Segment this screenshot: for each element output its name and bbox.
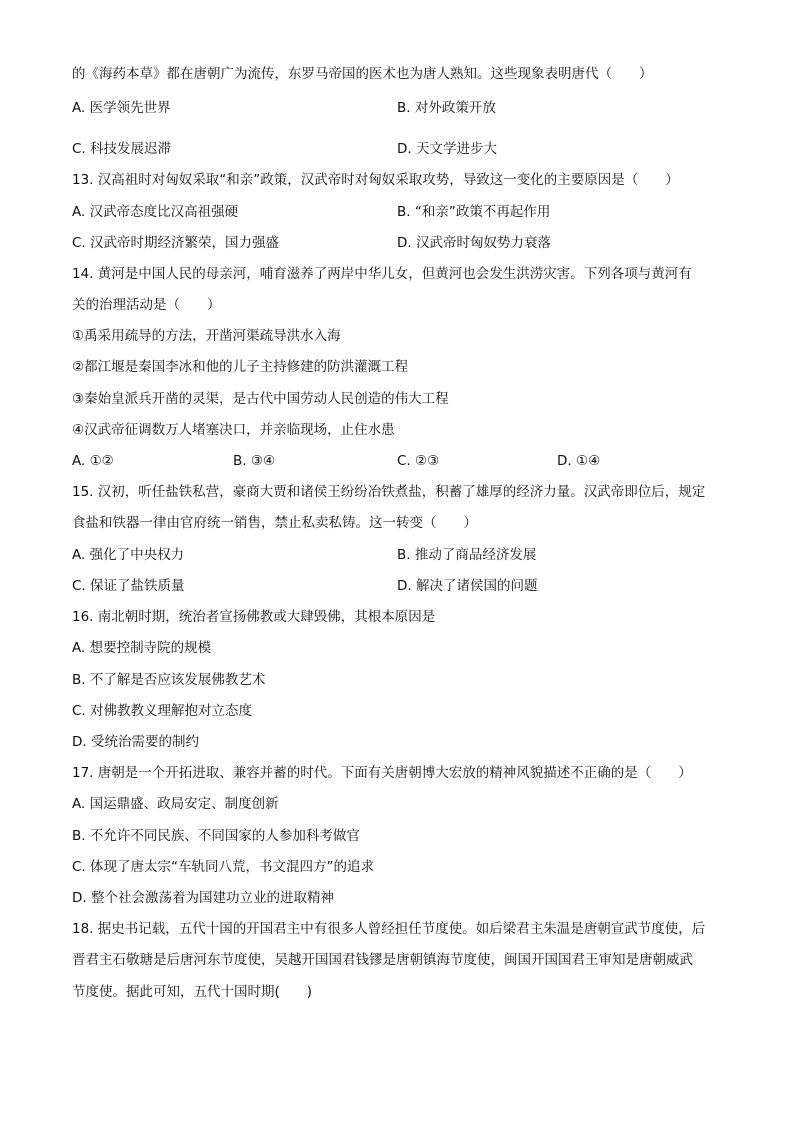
q15-stem-line1: 15. 汉初，听任盐铁私营，豪商大贾和诸侯王纷纷冶铁煮盐，积蓄了雄厚的经济力量。汉武帝即位后，规定 — [72, 484, 706, 500]
q12-option-a[interactable]: A. 医学领先世界 — [72, 100, 171, 116]
q14-item-4: ④汉武帝征调数万人堵塞决口，并亲临现场，止住水患 — [72, 422, 395, 438]
q16-stem: 16. 南北朝时期，统治者宣扬佛教或大肆毁佛，其根本原因是 — [72, 609, 436, 625]
q16-option-a[interactable]: A. 想要控制寺院的规模 — [72, 640, 212, 656]
q12-option-d[interactable]: D. 天文学进步大 — [397, 141, 497, 157]
q13-option-d[interactable]: D. 汉武帝时匈奴势力衰落 — [397, 235, 551, 251]
q14-option-c[interactable]: C. ②③ — [397, 453, 440, 469]
q15-option-d[interactable]: D. 解决了诸侯国的问题 — [397, 578, 538, 594]
q13-option-a[interactable]: A. 汉武帝态度比汉高祖强硬 — [72, 204, 239, 220]
q14-option-a[interactable]: A. ①② — [72, 453, 114, 469]
q17-stem: 17. 唐朝是一个开拓进取、兼容并蓄的时代。下面有关唐朝博大宏放的精神风貌描述不正确的是（ ） — [72, 765, 692, 781]
q17-option-d[interactable]: D. 整个社会激荡着为国建功立业的进取精神 — [72, 890, 334, 906]
q16-option-c[interactable]: C. 对佛教教义理解抱对立态度 — [72, 703, 253, 719]
q17-option-b[interactable]: B. 不允许不同民族、不同国家的人参加科考做官 — [72, 828, 360, 844]
q15-option-b[interactable]: B. 推动了商品经济发展 — [397, 547, 537, 563]
q14-option-d[interactable]: D. ①④ — [557, 453, 601, 469]
q14-item-2: ②都江堰是秦国李冰和他的儿子主持修建的防洪灌溉工程 — [72, 359, 409, 375]
q14-stem-line1: 14. 黄河是中国人民的母亲河，哺育滋养了两岸中华儿女，但黄河也会发生洪涝灾害。下列各项与黄河有 — [72, 266, 692, 282]
q12-option-b[interactable]: B. 对外政策开放 — [397, 100, 496, 116]
q14-option-b[interactable]: B. ③④ — [233, 453, 276, 469]
q18-stem-line3: 节度使。据此可知，五代十国时期( ) — [72, 984, 313, 1000]
q15-option-a[interactable]: A. 强化了中央权力 — [72, 547, 185, 563]
q13-option-b[interactable]: B. “和亲”政策不再起作用 — [397, 204, 551, 220]
q18-stem-line1: 18. 据史书记载，五代十国的开国君主中有很多人曾经担任节度使。如后梁君主朱温是唐朝宣武节度使，后 — [72, 921, 706, 937]
q15-option-c[interactable]: C. 保证了盐铁质量 — [72, 578, 185, 594]
q13-stem: 13. 汉高祖时对匈奴采取“和亲”政策，汉武帝时对匈奴采取攻势，导致这一变化的主要原因是（ ） — [72, 172, 679, 188]
q14-item-3: ③秦始皇派兵开凿的灵渠，是古代中国劳动人民创造的伟大工程 — [72, 391, 449, 407]
q12-stem: 的《海药本草》都在唐朝广为流传，东罗马帝国的医术也为唐人熟知。这些现象表明唐代（ ） — [72, 66, 653, 82]
q15-stem-line2: 食盐和铁器一律由官府统一销售，禁止私卖私铸。这一转变（ ） — [72, 515, 477, 531]
q14-stem-line2: 关的治理活动是（ ） — [72, 297, 221, 313]
q14-item-1: ①禹采用疏导的方法，开凿河渠疏导洪水入海 — [72, 328, 341, 344]
q16-option-b[interactable]: B. 不了解是否应该发展佛教艺术 — [72, 672, 266, 688]
q13-option-c[interactable]: C. 汉武帝时期经济繁荣，国力强盛 — [72, 235, 280, 251]
q17-option-c[interactable]: C. 体现了唐太宗“车轨同八荒，书文混四方”的追求 — [72, 859, 374, 875]
q18-stem-line2: 晋君主石敬瑭是后唐河东节度使，吴越开国国君钱镠是唐朝镇海节度使，闽国开国国君王审知是唐朝威武 — [72, 952, 693, 968]
q16-option-d[interactable]: D. 受统治需要的制约 — [72, 734, 199, 750]
q17-option-a[interactable]: A. 国运鼎盛、政局安定、制度创新 — [72, 796, 279, 812]
q12-option-c[interactable]: C. 科技发展迟滞 — [72, 141, 172, 157]
